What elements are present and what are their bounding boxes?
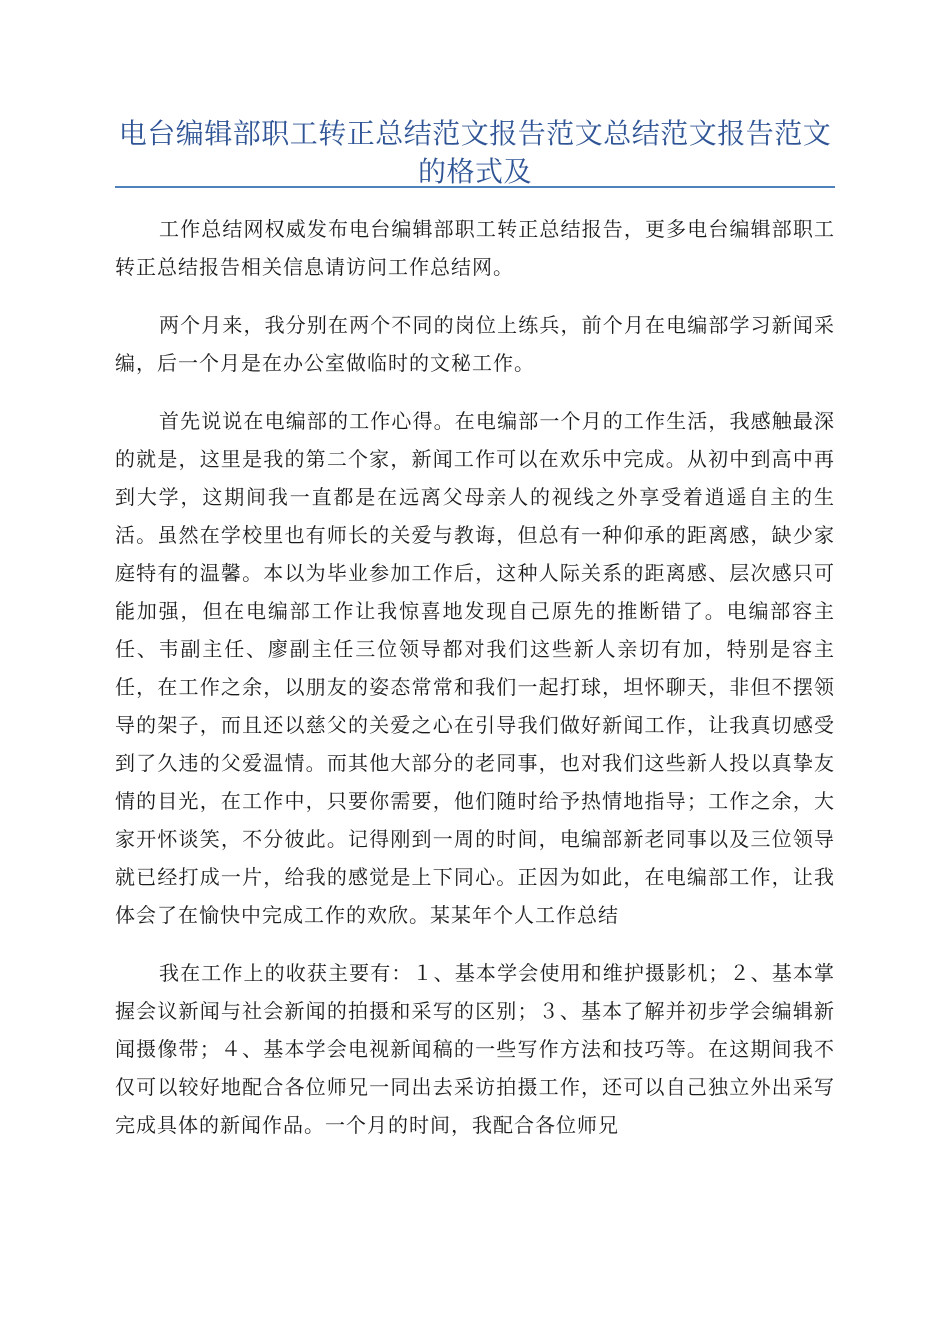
document-title: 电台编辑部职工转正总结范文报告范文总结范文报告范文的格式及 [118, 117, 832, 188]
paragraph-intro: 工作总结网权威发布电台编辑部职工转正总结报告，更多电台编辑部职工转正总结报告相关信息请访问工作总结网。 [115, 217, 835, 279]
paragraph-editing-dept: 首先说说在电编部的工作心得。在电编部一个月的工作生活，我感触最深的就是，这里是我的第二个家，新闻工作可以在欢乐中完成。从初中到高中再到大学，这期间我一直都是在远离父母亲人的视线之外享受着逍遥自主的生活。虽然在学校里也有师长的关爱与教诲，但总有一种仰承的距离感，缺少家庭特有的温馨。本以为毕业参加工作后，这种人际关系的距离感、层次感只可能加强，但在电编部工作让我惊喜地发现自己原先的推断错了。电编部容主任、韦副主任、廖副主任三位领导都对我们这些新人亲切有加，特别是容主任，在工作之余，以朋友的姿态常常和我们一起打球，坦怀聊天，非但不摆领导的架子，而且还以慈父的关爱之心在引导我们做好新闻工作，让我真切感受到了久违的父爱温情。而其他大部分的老同事，也对我们这些新人投以真挚友情的目光，在工作中，只要你需要，他们随时给予热情地指导；工作之余，大家开怀谈笑，不分彼此。记得刚到一周的时间，电编部新老同事以及三位领导就已经打成一片，给我的感觉是上下同心。正因为如此，在电编部工作，让我体会了在愉快中完成工作的欢欣。某某年个人工作总结 [115, 409, 835, 927]
paragraph-gains: 我在工作上的收获主要有：１、基本学会使用和维护摄影机；２、基本掌握会议新闻与社会新闻的拍摄和采写的区别；３、基本了解并初步学会编辑新闻摄像带；４、基本学会电视新闻稿的一些写作方法和技巧等。在这期间我不仅可以较好地配合各位师兄一同出去采访拍摄工作，还可以自己独立外出采写完成具体的新闻作品。一个月的时间，我配合各位师兄 [115, 961, 835, 1137]
document-body [115, 210, 835, 1164]
title-underline-rule [115, 186, 835, 188]
paragraph-two-months: 两个月来，我分别在两个不同的岗位上练兵，前个月在电编部学习新闻采编，后一个月是在办公室做临时的文秘工作。 [115, 313, 835, 375]
title-block [115, 115, 835, 191]
